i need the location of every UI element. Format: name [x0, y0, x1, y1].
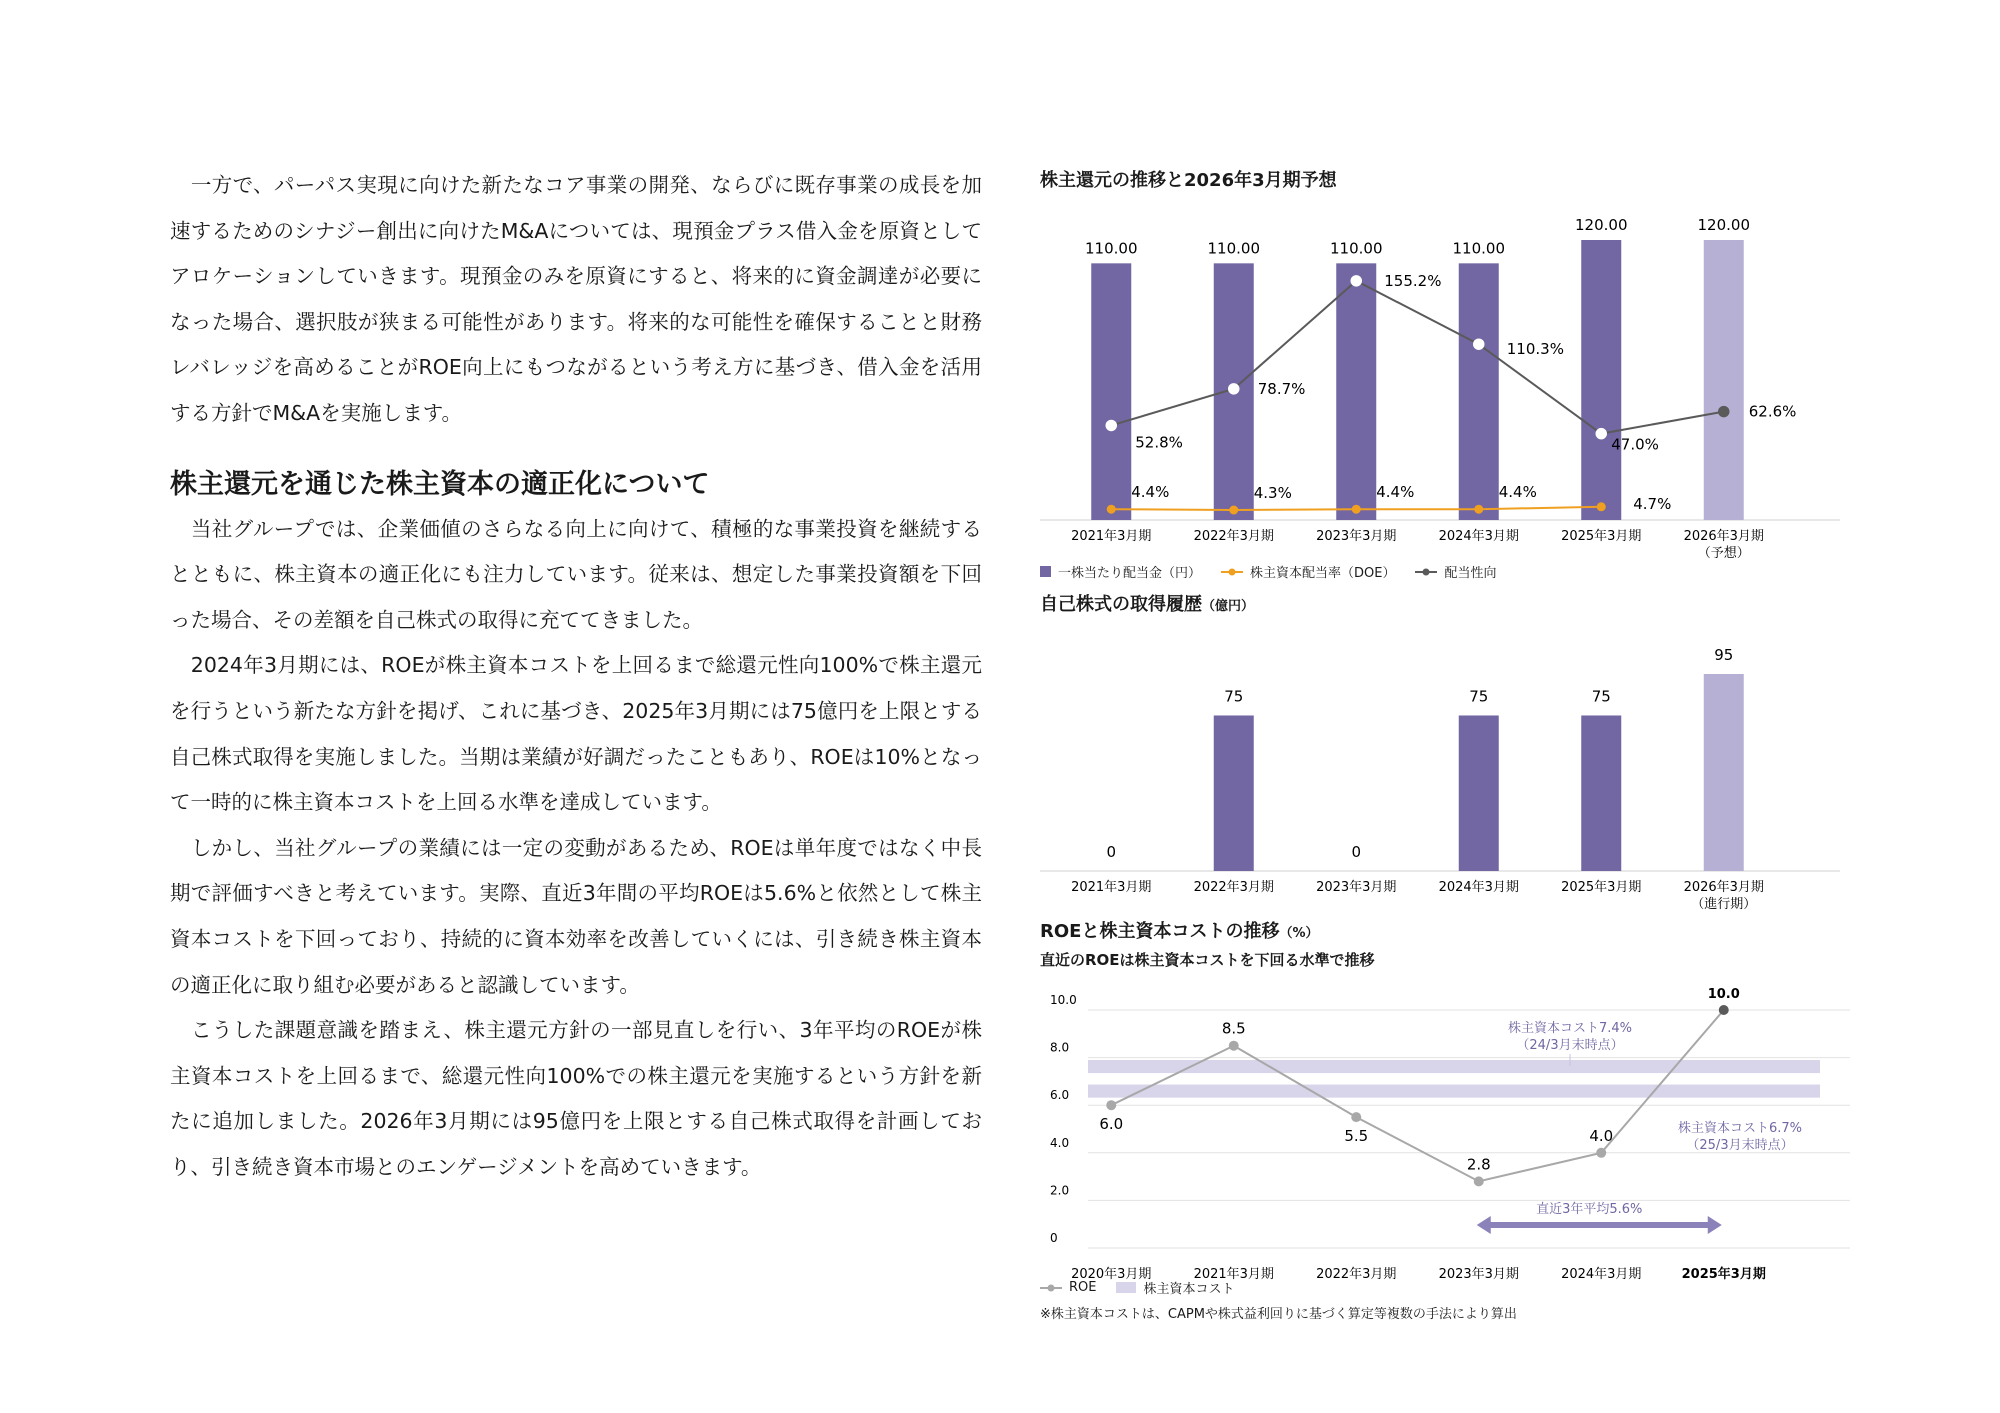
body-paragraph: 当社グループでは、企業価値のさらなる向上に向けて、積極的な事業投資を継続するとともに、株主資本の適正化にも注力しています。従来は、想定した事業投資額を下回った場合、その差額を自己株式の取得に充ててきました。 — [170, 516, 982, 632]
legend-label: 一株当たり配当金（円） — [1058, 566, 1202, 581]
y-tick-label: 2.0 — [1050, 1183, 1070, 1198]
roe-label: 2.8 — [1466, 1155, 1491, 1174]
avg-arrow-head-left — [1477, 1216, 1491, 1234]
x-tick-label: 2025年3月期 — [1681, 1267, 1766, 1280]
x-tick-label: 2026年3月期 — [1683, 529, 1764, 544]
legend-line-swatch — [1415, 567, 1437, 577]
payout-label: 78.7% — [1257, 379, 1306, 398]
x-tick-label: 2026年3月期 — [1683, 880, 1764, 895]
legend-item-dividend — [1040, 562, 1201, 581]
payout-label: 62.6% — [1748, 402, 1797, 421]
legend-line-swatch — [1040, 1283, 1062, 1293]
doe-point — [1107, 505, 1116, 514]
chart-title-text: ROEと株主資本コストの推移 — [1040, 921, 1280, 942]
avg-annotation: 直近3年平均5.6% — [1536, 1202, 1643, 1217]
payout-line — [1111, 281, 1724, 434]
x-tick-label: 2020年3月期 — [1071, 1267, 1152, 1280]
buyback-bar — [1459, 715, 1499, 871]
legend-line-swatch — [1221, 567, 1243, 577]
x-tick-label: 2024年3月期 — [1438, 529, 1519, 544]
doe-label: 4.4% — [1131, 483, 1170, 502]
y-tick-label: 8.0 — [1050, 1040, 1070, 1055]
x-tick-label: 2023年3月期 — [1438, 1267, 1519, 1280]
payout-point — [1106, 420, 1116, 430]
buyback-label: 75 — [1224, 687, 1244, 706]
body-paragraph: しかし、当社グループの業績には一定の変動があるため、ROEは単年度ではなく中長期で評価すべきと考えています。実際、直近3年間の平均ROEは5.6%と依然として株主資本コストを下回っており、持続的に資本効率を改善していくには、引き続き株主資本の適正化に取り組む必要があると認識しています。 — [170, 835, 982, 997]
x-tick-label: 2024年3月期 — [1438, 880, 1519, 895]
cost-band-upper — [1088, 1060, 1820, 1073]
cost-annotation-2025: 株主資本コスト6.7% — [1677, 1121, 1803, 1136]
buyback-label: 0 — [1351, 843, 1362, 861]
x-tick-sublabel: （進行期） — [1691, 897, 1757, 912]
payout-label: 47.0% — [1611, 435, 1659, 454]
chart-title-unit: （億円） — [1202, 599, 1255, 614]
dividend-label: 110.00 — [1207, 239, 1260, 258]
x-tick-label: 2022年3月期 — [1193, 880, 1274, 895]
payout-label: 52.8% — [1135, 433, 1183, 452]
payout-point — [1351, 276, 1361, 286]
dividend-label: 110.00 — [1452, 239, 1505, 258]
legend-item-doe — [1221, 562, 1395, 581]
chart-title-text: 自己株式の取得履歴 — [1040, 594, 1202, 615]
cost-annotation-2024: 株主資本コスト7.4% — [1507, 1021, 1633, 1036]
dividend-label: 110.00 — [1330, 239, 1383, 258]
dividend-label: 110.00 — [1085, 239, 1138, 258]
x-tick-label: 2023年3月期 — [1316, 529, 1397, 544]
y-tick-label: 0 — [1050, 1231, 1058, 1245]
chart-subtitle: 直近のROEは株主資本コストを下回る水準で推移 — [1040, 951, 1375, 969]
legend-item-cost — [1116, 1278, 1234, 1297]
chart-legend — [1040, 562, 1860, 581]
doe-label: 4.7% — [1633, 494, 1672, 513]
roe-point — [1106, 1100, 1116, 1110]
legend-band-swatch — [1116, 1282, 1136, 1293]
x-tick-label: 2021年3月期 — [1071, 880, 1152, 895]
buyback-bar — [1581, 715, 1621, 871]
y-tick-label: 6.0 — [1050, 1088, 1070, 1103]
cost-annotation-2024-date: （24/3月末時点） — [1516, 1038, 1624, 1053]
buyback-label: 95 — [1714, 646, 1734, 664]
doe-label: 4.3% — [1253, 484, 1292, 502]
y-tick-label: 4.0 — [1050, 1135, 1070, 1150]
legend-label: 株主資本コスト — [1143, 1282, 1235, 1297]
dividend-bar — [1091, 263, 1131, 520]
roe-label: 5.5 — [1344, 1127, 1369, 1146]
buyback-label: 75 — [1591, 687, 1611, 706]
avg-arrow-shaft — [1487, 1222, 1712, 1228]
doe-point — [1229, 506, 1238, 515]
payout-point — [1474, 339, 1484, 349]
doe-label: 4.4% — [1498, 483, 1537, 502]
roe-point — [1596, 1148, 1606, 1158]
x-tick-label: 2025年3月期 — [1561, 880, 1642, 895]
legend-label: 株主資本配当率（DOE） — [1250, 566, 1396, 581]
payout-point — [1229, 384, 1239, 394]
roe-point — [1351, 1112, 1361, 1122]
body-paragraph: こうした課題意識を踏まえ、株主還元方針の一部見直しを行い、3年平均のROEが株主資本コストを上回るまで、総還元性向100%での株主還元を実施するという方針を新たに追加しました。2026年3月期には95億円を上限とする自己株式取得を計画しており、引き続き資本市場とのエンゲージメントを高めていきます。 — [170, 1018, 982, 1179]
chart-title-unit: （%） — [1279, 926, 1319, 941]
x-tick-label: 2022年3月期 — [1316, 1267, 1397, 1280]
x-tick-label: 2025年3月期 — [1561, 529, 1642, 544]
chart-title: 株主還元の推移と2026年3月期予想 — [1040, 170, 1337, 191]
x-tick-label: 2021年3月期 — [1193, 1267, 1274, 1280]
y-tick-label: 10.0 — [1050, 993, 1077, 1007]
legend-label: ROE — [1069, 1280, 1097, 1295]
roe-point — [1719, 1005, 1729, 1015]
buyback-bar — [1214, 715, 1254, 871]
chart-title — [1040, 590, 1860, 616]
x-tick-label: 2023年3月期 — [1316, 880, 1397, 895]
buyback-plot — [1040, 616, 1860, 916]
buyback-label: 75 — [1469, 687, 1489, 706]
doe-point — [1352, 505, 1361, 514]
roe-label: 6.0 — [1099, 1115, 1124, 1134]
roe-label: 8.5 — [1221, 1019, 1246, 1038]
payout-point — [1719, 407, 1729, 417]
legend-item-roe — [1040, 1280, 1096, 1295]
x-tick-label: 2022年3月期 — [1193, 529, 1274, 544]
doe-label: 4.4% — [1376, 483, 1415, 502]
payout-label: 155.2% — [1384, 271, 1442, 290]
dividend-label: 120.00 — [1697, 216, 1750, 234]
chart-footnote: ※株主資本コストは、CAPMや株式益利回りに基づく算定等複数の手法により算出 — [1040, 1307, 1517, 1322]
payout-point — [1596, 429, 1606, 439]
doe-point — [1474, 505, 1483, 514]
payout-label: 110.3% — [1506, 340, 1564, 359]
section-heading: 株主還元を通じた株主資本の適正化について — [170, 468, 710, 500]
dividend-bar — [1336, 263, 1376, 520]
cost-band-lower — [1088, 1085, 1820, 1098]
buyback-bar — [1704, 674, 1744, 871]
buyback-chart — [1040, 590, 1860, 920]
roe-label: 10.0 — [1707, 987, 1740, 1002]
roe-plot — [1040, 970, 1860, 1280]
chart-title — [1040, 917, 1860, 943]
avg-arrow-head-right — [1708, 1216, 1722, 1234]
doe-point — [1597, 502, 1606, 511]
body-paragraph: 一方で、パーパス実現に向けた新たなコア事業の開発、ならびに既存事業の成長を加速するためのシナジー創出に向けたM&Aについては、現預金プラス借入金を原資としてアロケーションしていきます。現預金のみを原資にすると、将来的に資金調達が必要になった場合、選択肢が狭まる可能性があります。将来的な可能性を確保することと財務レバレッジを高めることがROE向上にもつながるという考え方に基づき、借入金を活用する方針でM&Aを実施します。 — [170, 173, 982, 425]
x-tick-label: 2021年3月期 — [1071, 529, 1152, 544]
body-paragraph: 2024年3月期には、ROEが株主資本コストを上回るまで総還元性向100%で株主還元を行うという新たな方針を掲げ、これに基づき、2025年3月期には75億円を上限とする自己株式取得を実施しました。当期は業績が好調だったこともあり、ROEは10%となって一時的に株主資本コストを上回る水準を達成しています。 — [170, 653, 982, 815]
roe-point — [1474, 1176, 1484, 1186]
dividend-bar — [1704, 240, 1744, 520]
dividend-label: 120.00 — [1575, 216, 1628, 234]
text-column — [170, 163, 982, 1190]
legend-item-payout — [1415, 562, 1496, 581]
roe-chart — [1040, 917, 1860, 1322]
legend-label: 配当性向 — [1444, 566, 1497, 581]
dividend-bar — [1581, 240, 1621, 520]
shareholder-return-chart — [1040, 166, 1860, 581]
roe-label: 4.0 — [1589, 1126, 1614, 1145]
x-tick-sublabel: （予想） — [1697, 546, 1750, 561]
dividend-bar — [1459, 263, 1499, 520]
shareholder-return-plot — [1040, 192, 1860, 562]
buyback-label: 0 — [1106, 843, 1117, 861]
chart-legend — [1040, 1278, 1860, 1297]
cost-annotation-2025-date: （25/3月末時点） — [1686, 1138, 1794, 1153]
roe-point — [1229, 1041, 1239, 1051]
x-tick-label: 2024年3月期 — [1561, 1267, 1642, 1280]
legend-bar-swatch — [1040, 566, 1051, 577]
